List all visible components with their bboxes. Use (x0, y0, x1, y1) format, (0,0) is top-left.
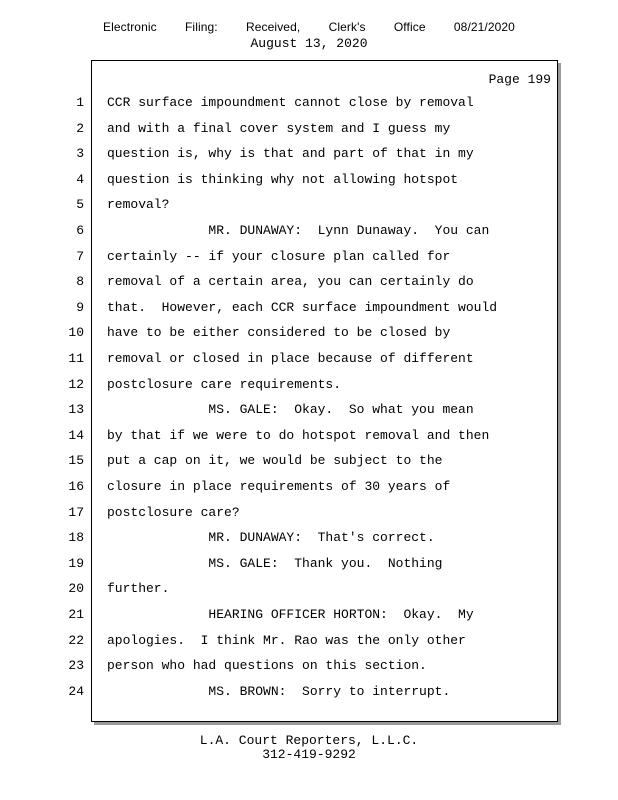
line-number: 7 (76, 249, 84, 264)
line-number: 13 (68, 402, 84, 417)
line-number: 4 (76, 172, 84, 187)
line-text: HEARING OFFICER HORTON: Okay. My (107, 607, 474, 622)
line-number: 12 (68, 377, 84, 392)
line-number: 21 (68, 607, 84, 622)
page-number: Page 199 (488, 72, 551, 87)
line-text: put a cap on it, we would be subject to the (107, 453, 443, 468)
line-number: 6 (76, 223, 84, 238)
line-number: 22 (68, 633, 84, 648)
line-text: MS. GALE: Thank you. Nothing (107, 556, 443, 571)
line-number: 1 (76, 95, 84, 110)
line-number: 17 (68, 505, 84, 520)
line-text: by that if we were to do hotspot removal and then (107, 428, 490, 443)
line-number: 3 (76, 146, 84, 161)
line-text: certainly -- if your closure plan called for (107, 249, 451, 264)
line-text: removal of a certain area, you can certainly do (107, 274, 474, 289)
line-number: 19 (68, 556, 84, 571)
line-text: MR. DUNAWAY: That's correct. (107, 530, 435, 545)
line-text: have to be either considered to be closed by (107, 325, 451, 340)
line-text: MS. GALE: Okay. So what you mean (107, 402, 474, 417)
transcript-date: August 13, 2020 (250, 36, 368, 51)
reporter-phone: 312-419-9292 (262, 747, 356, 762)
line-text: that. However, each CCR surface impoundment would (107, 300, 498, 315)
line-number: 9 (76, 300, 84, 315)
line-text: postclosure care? (107, 505, 240, 520)
line-text: person who had questions on this section. (107, 658, 427, 673)
line-text: apologies. I think Mr. Rao was the only other (107, 633, 466, 648)
line-number: 5 (76, 197, 84, 212)
line-number: 2 (76, 121, 84, 136)
line-text: removal? (107, 197, 170, 212)
line-text: further. (107, 581, 170, 596)
line-number: 16 (68, 479, 84, 494)
line-text: MS. BROWN: Sorry to interrupt. (107, 684, 451, 699)
line-text: postclosure care requirements. (107, 377, 342, 392)
line-text: removal or closed in place because of different (107, 351, 474, 366)
line-text: CCR surface impoundment cannot close by removal (107, 95, 474, 110)
line-text: MR. DUNAWAY: Lynn Dunaway. You can (107, 223, 490, 238)
line-number: 8 (76, 274, 84, 289)
filing-stamp: Electronic Filing: Received, Clerk's Office 08/21/2020 (103, 20, 515, 34)
line-number: 23 (68, 658, 84, 673)
line-number: 15 (68, 453, 84, 468)
line-number: 10 (68, 325, 84, 340)
reporter-company: L.A. Court Reporters, L.L.C. (199, 733, 419, 748)
line-text: and with a final cover system and I guess my (107, 121, 451, 136)
line-number: 20 (68, 581, 84, 596)
line-text: closure in place requirements of 30 years of (107, 479, 451, 494)
line-text: question is, why is that and part of that in my (107, 146, 474, 161)
line-number: 11 (68, 351, 84, 366)
line-number: 18 (68, 530, 84, 545)
line-number: 14 (68, 428, 84, 443)
line-number: 24 (68, 684, 84, 699)
line-text: question is thinking why not allowing hotspot (107, 172, 459, 187)
